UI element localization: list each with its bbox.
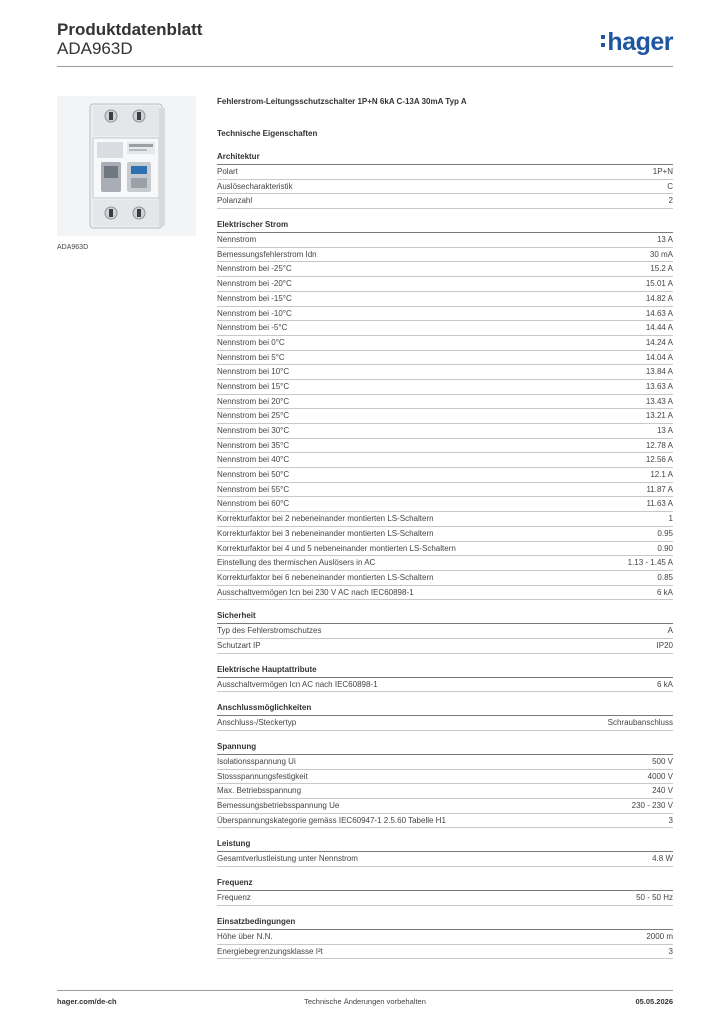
spec-value: 11.63 A xyxy=(646,499,673,509)
section-heading: Sicherheit xyxy=(217,609,673,624)
spec-value: 0.95 xyxy=(657,528,673,538)
spec-label: Nennstrom bei 55°C xyxy=(217,484,290,494)
spec-value: 4.8 W xyxy=(652,854,673,864)
spec-row xyxy=(217,639,673,654)
footer-date: 05.05.2026 xyxy=(635,997,673,1006)
footer-website-link[interactable]: hager.com/de-ch xyxy=(57,997,117,1006)
spec-value: 500 V xyxy=(652,757,673,766)
spec-value: 13.21 A xyxy=(645,411,673,421)
spec-value: 14.24 A xyxy=(645,337,673,347)
section-heading: Anschlussmöglichkeiten xyxy=(217,701,673,716)
spec-label: Ausschaltvermögen Icn AC nach IEC60898-1 xyxy=(217,679,378,689)
spec-value: 2 xyxy=(668,196,673,206)
spec-value: 230 - 230 V xyxy=(631,801,673,811)
spec-label: Nennstrom bei 25°C xyxy=(217,411,290,421)
spec-row xyxy=(217,165,673,180)
circuit-breaker-rcbo-image xyxy=(57,96,196,236)
spec-row xyxy=(217,512,673,527)
spec-row xyxy=(217,497,673,512)
spec-label: Nennstrom bei 60°C xyxy=(217,499,290,509)
spec-label: Anschluss-/Steckertyp xyxy=(217,718,297,728)
spec-value: 0.85 xyxy=(657,572,673,582)
spec-label: Nennstrom bei 0°C xyxy=(217,337,285,347)
spec-value: 13 A xyxy=(656,426,673,435)
spec-label: Nennstrom bei 35°C xyxy=(217,440,290,450)
spec-row xyxy=(217,770,673,785)
spec-row xyxy=(217,483,673,498)
spec-row xyxy=(217,814,673,829)
page-header xyxy=(57,20,673,64)
spec-value: 3 xyxy=(668,946,673,956)
spec-label: Stossspannungsfestigkeit xyxy=(217,771,308,781)
spec-row xyxy=(217,248,673,263)
logo-colon-icon xyxy=(601,28,605,47)
section-heading: Leistung xyxy=(217,837,673,852)
spec-value: 0.90 xyxy=(657,543,673,553)
product-code: ADA963D xyxy=(57,39,133,58)
spec-value: 6 kA xyxy=(656,679,673,689)
spec-row xyxy=(217,556,673,571)
spec-label: Bemessungsbetriebsspannung Ue xyxy=(217,801,340,811)
header-divider xyxy=(57,66,673,67)
spec-value: 240 V xyxy=(652,786,673,796)
spec-value: 1P+N xyxy=(652,167,673,176)
spec-row xyxy=(217,624,673,639)
spec-section xyxy=(217,663,673,693)
spec-row xyxy=(217,180,673,195)
spec-label: Nennstrom bei 15°C xyxy=(217,381,290,391)
spec-section xyxy=(217,740,673,828)
spec-label: Nennstrom xyxy=(217,235,257,245)
spec-label: Nennstrom bei -25°C xyxy=(217,264,292,274)
section-heading: Elektrische Hauptattribute xyxy=(217,663,673,678)
spec-row xyxy=(217,409,673,424)
spec-label: Auslösecharakteristik xyxy=(217,181,293,191)
spec-label: Korrekturfaktor bei 6 nebeneinander montierten LS-Schaltern xyxy=(217,572,434,582)
spec-content xyxy=(217,95,673,968)
spec-value: 2000 m xyxy=(646,931,673,941)
spec-value: 13 A xyxy=(656,235,673,245)
spec-label: Korrekturfaktor bei 4 und 5 nebeneinander montierten LS-Schaltern xyxy=(217,543,456,553)
section-heading: Frequenz xyxy=(217,876,673,891)
spec-row xyxy=(217,527,673,542)
spec-row xyxy=(217,716,673,731)
document-title: Produktdatenblatt xyxy=(57,20,203,39)
spec-label: Polanzahl xyxy=(217,196,253,206)
spec-value: 50 - 50 Hz xyxy=(636,893,673,903)
spec-label: Korrekturfaktor bei 3 nebeneinander montierten LS-Schaltern xyxy=(217,528,434,538)
spec-row xyxy=(217,852,673,867)
spec-row xyxy=(217,799,673,814)
spec-row xyxy=(217,439,673,454)
spec-label: Höhe über N.N. xyxy=(217,931,273,941)
spec-row xyxy=(217,930,673,945)
logo-text: hager xyxy=(607,28,673,56)
spec-row xyxy=(217,365,673,380)
spec-label: Korrekturfaktor bei 2 nebeneinander montierten LS-Schaltern xyxy=(217,514,434,524)
spec-row xyxy=(217,292,673,307)
spec-label: Nennstrom bei 50°C xyxy=(217,470,290,480)
spec-label: Polart xyxy=(217,167,238,176)
spec-section xyxy=(217,915,673,959)
spec-value: 1.13 - 1.45 A xyxy=(627,558,673,568)
spec-value: 6 kA xyxy=(656,587,673,597)
spec-row xyxy=(217,586,673,601)
spec-label: Nennstrom bei 20°C xyxy=(217,396,290,406)
spec-row xyxy=(217,678,673,693)
spec-label: Nennstrom bei 40°C xyxy=(217,455,290,465)
spec-row xyxy=(217,395,673,410)
spec-value: 13.63 A xyxy=(645,381,673,391)
spec-value: 15.01 A xyxy=(645,279,673,289)
spec-row xyxy=(217,307,673,322)
spec-section xyxy=(217,150,673,209)
spec-label: Typ des Fehlerstromschutzes xyxy=(217,626,322,636)
spec-value: 14.82 A xyxy=(645,293,673,303)
spec-label: Überspannungskategorie gemäss IEC60947-1 2.5.60 Tabelle H1 xyxy=(217,815,446,825)
spec-value: 12.78 A xyxy=(645,440,673,450)
spec-section xyxy=(217,609,673,653)
spec-section xyxy=(217,837,673,867)
spec-value: 15.2 A xyxy=(650,264,673,274)
spec-row xyxy=(217,468,673,483)
spec-label: Nennstrom bei 5°C xyxy=(217,352,285,362)
spec-value: 4000 V xyxy=(647,771,673,781)
spec-row xyxy=(217,336,673,351)
section-heading: Spannung xyxy=(217,740,673,755)
spec-row xyxy=(217,542,673,557)
spec-sections xyxy=(217,150,673,959)
spec-label: Isolationsspannung Ui xyxy=(217,757,296,766)
spec-label: Nennstrom bei 10°C xyxy=(217,367,290,377)
technical-properties-title: Technische Eigenschaften xyxy=(217,129,318,138)
section-heading: Elektrischer Strom xyxy=(217,218,673,233)
spec-row xyxy=(217,277,673,292)
spec-value: A xyxy=(667,626,673,636)
spec-row xyxy=(217,453,673,468)
spec-label: Nennstrom bei -5°C xyxy=(217,323,288,333)
spec-row xyxy=(217,424,673,439)
spec-row xyxy=(217,571,673,586)
spec-row xyxy=(217,945,673,960)
spec-value: 1 xyxy=(668,514,673,524)
spec-value: 14.04 A xyxy=(645,352,673,362)
product-name: Fehlerstrom-Leitungsschutzschalter 1P+N 6kA C-13A 30mA Typ A xyxy=(217,97,467,106)
spec-row xyxy=(217,891,673,906)
spec-row xyxy=(217,194,673,209)
spec-label: Nennstrom bei -20°C xyxy=(217,279,292,289)
spec-label: Einstellung des thermischen Auslösers in AC xyxy=(217,558,376,568)
spec-row xyxy=(217,262,673,277)
section-heading: Architektur xyxy=(217,150,673,165)
spec-label: Ausschaltvermögen Icn bei 230 V AC nach IEC60898-1 xyxy=(217,587,414,597)
spec-label: Nennstrom bei -10°C xyxy=(217,308,292,318)
spec-label: Nennstrom bei 30°C xyxy=(217,426,290,435)
spec-section xyxy=(217,218,673,600)
spec-row xyxy=(217,755,673,770)
spec-row xyxy=(217,784,673,799)
spec-section xyxy=(217,876,673,906)
spec-label: Bemessungsfehlerstrom Idn xyxy=(217,249,317,259)
spec-value: 12.56 A xyxy=(645,455,673,465)
page-footer xyxy=(57,997,673,1009)
spec-row xyxy=(217,351,673,366)
spec-label: Energiebegrenzungsklasse I²t xyxy=(217,946,323,956)
spec-value: C xyxy=(667,181,673,191)
spec-section xyxy=(217,701,673,731)
spec-row xyxy=(217,321,673,336)
spec-row xyxy=(217,380,673,395)
footer-divider xyxy=(57,990,673,991)
spec-value: 14.44 A xyxy=(645,323,673,333)
hager-logo xyxy=(601,28,673,57)
spec-label: Frequenz xyxy=(217,893,251,903)
spec-row xyxy=(217,233,673,248)
spec-value: 3 xyxy=(668,815,673,825)
section-heading: Einsatzbedingungen xyxy=(217,915,673,930)
spec-label: Nennstrom bei -15°C xyxy=(217,293,292,303)
spec-value: 30 mA xyxy=(649,249,673,259)
spec-label: Gesamtverlustleistung unter Nennstrom xyxy=(217,854,358,864)
product-image-caption: ADA963D xyxy=(57,244,89,251)
spec-value: 14.63 A xyxy=(645,308,673,318)
spec-value: 11.87 A xyxy=(646,484,673,494)
footer-notice: Technische Änderungen vorbehalten xyxy=(304,997,426,1006)
spec-value: 12.1 A xyxy=(650,470,673,480)
spec-value: 13.43 A xyxy=(645,396,673,406)
spec-value: IP20 xyxy=(656,640,673,650)
spec-value: Schraubanschluss xyxy=(607,718,673,728)
spec-label: Schutzart IP xyxy=(217,640,261,650)
spec-label: Max. Betriebsspannung xyxy=(217,786,302,796)
spec-value: 13.84 A xyxy=(645,367,673,377)
